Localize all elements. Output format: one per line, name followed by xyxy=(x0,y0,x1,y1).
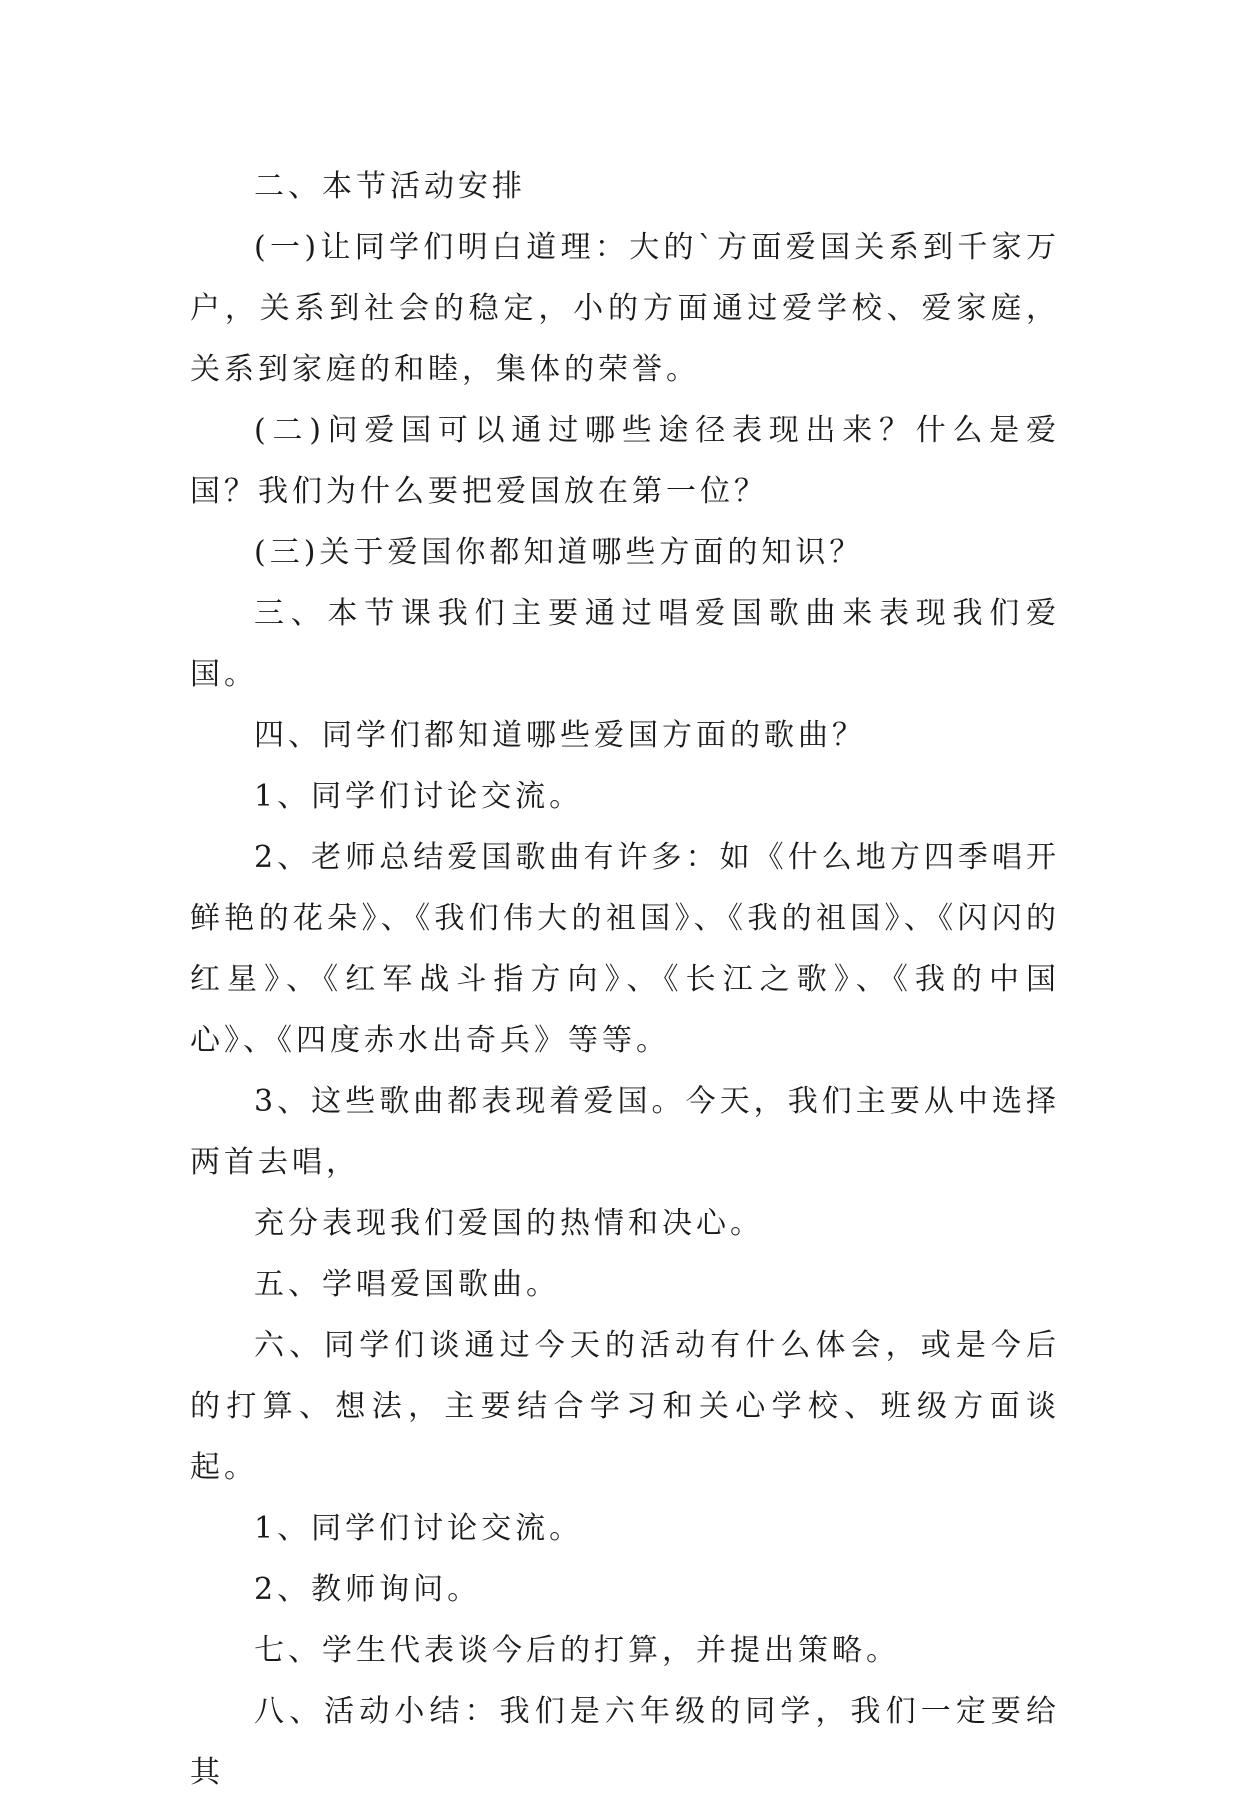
paragraph-continuation: 充分表现我们爱国的热情和决心。 xyxy=(254,1206,764,1241)
section-heading-four: 四、同学们都知道哪些爱国方面的歌曲？ xyxy=(254,718,866,753)
list-item: 1、同学们讨论交流。 xyxy=(254,779,584,814)
list-item: 2、教师询问。 xyxy=(254,1572,482,1607)
list-item: 1、同学们讨论交流。 xyxy=(254,1511,584,1546)
list-item: 2、老师总结爱国歌曲有许多：如《什么地方四季唱开鲜艳的花朵》、《我们伟大的祖国》、《我的祖国》、《闪闪的红星》、《红军战斗指方向》、《长江之歌》、《我的中国心》、《四度赤水出奇兵》等等。 xyxy=(190,840,1060,1058)
list-item: 3、这些歌曲都表现着爱国。今天，我们主要从中选择两首去唱， xyxy=(190,1084,1060,1180)
section-heading-six: 六、同学们谈通过今天的活动有什么体会，或是今后的打算、想法，主要结合学习和关心学校、班级方面谈起。 xyxy=(190,1328,1060,1485)
document-body xyxy=(190,156,1060,1803)
section-heading-seven: 七、学生代表谈今后的打算，并提出策略。 xyxy=(254,1633,900,1668)
section-heading-five: 五、学唱爱国歌曲。 xyxy=(254,1267,560,1302)
section-heading-eight: 八、活动小结：我们是六年级的同学，我们一定要给其 xyxy=(190,1694,1060,1790)
paragraph-item-2: (二)问爱国可以通过哪些途径表现出来？什么是爱国？我们为什么要把爱国放在第一位？ xyxy=(190,413,1060,509)
section-heading-three: 三、本节课我们主要通过唱爱国歌曲来表现我们爱国。 xyxy=(190,596,1060,692)
section-heading-activity-arrangement: 二、本节活动安排 xyxy=(254,169,526,204)
paragraph-item-3: (三)关于爱国你都知道哪些方面的知识？ xyxy=(254,535,864,570)
paragraph-item-1: (一)让同学们明白道理：大的`方面爱国关系到千家万户，关系到社会的稳定，小的方面通过爱学校、爱家庭，关系到家庭的和睦，集体的荣誉。 xyxy=(190,230,1060,387)
